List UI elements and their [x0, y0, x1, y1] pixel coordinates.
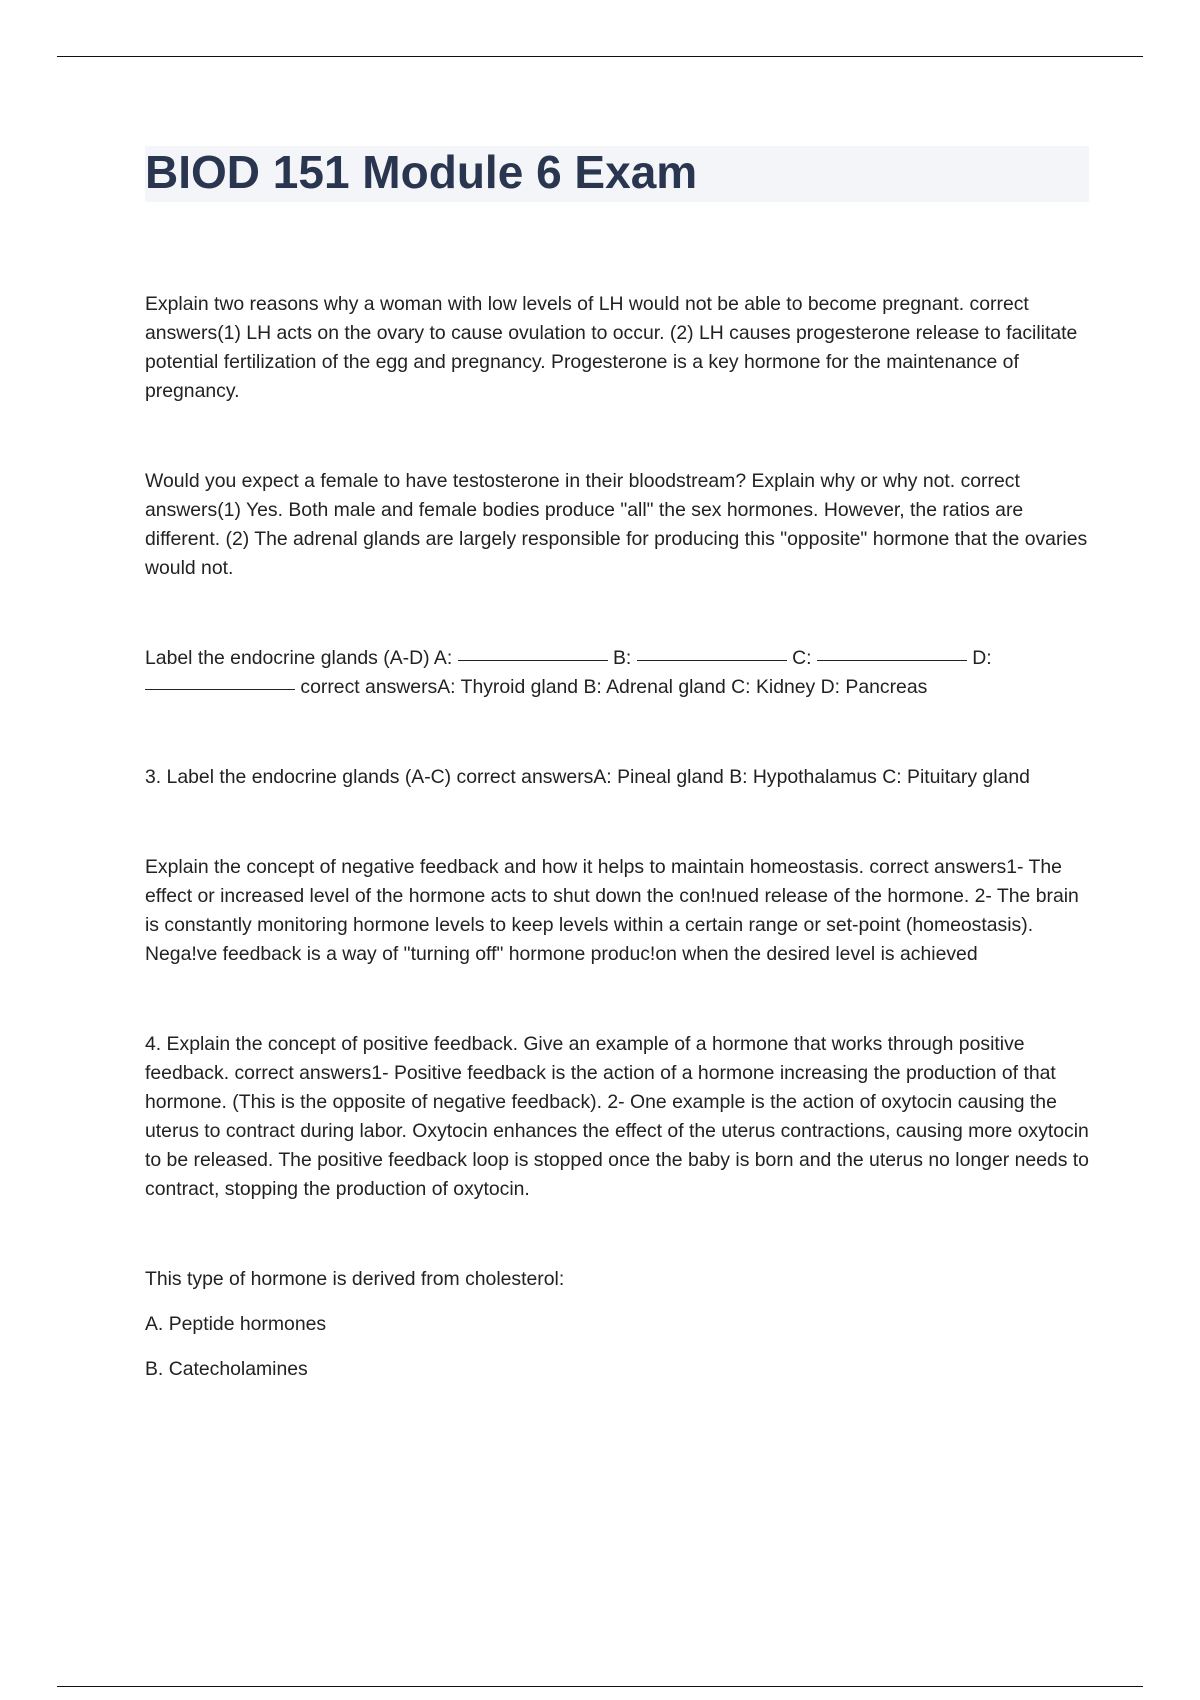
- label-glands-answer: correct answersA: Thyroid gland B: Adrenal gland C: Kidney D: Pancreas: [300, 676, 928, 698]
- label-b-prompt: B:: [612, 647, 632, 669]
- question-lh-pregnancy: Explain two reasons why a woman with low levels of LH would not be able to become pregnant. correct answers(1) LH acts on the ovary to cause ovulation to occur. (2) LH causes progesterone release to facilitate potential fertilization of the egg and pregnancy. Progesterone is a key hormone for the maintenance of pregnancy.: [145, 293, 1078, 402]
- question-negative-feedback: Explain the concept of negative feedback and how it helps to maintain homeostasis. correct answers1- The effect or increased level of the hormone acts to shut down the con!nued release of the hormone. 2- The brain is constantly monitoring hormone levels to keep levels within a certain range or set-point (homeostasis). Nega!ve feedback is a way of "turning off" hormone produc!on when the desired level is achieved: [145, 856, 1079, 965]
- top-rule: [57, 56, 1143, 57]
- question-cholesterol-hormone: This type of hormone is derived from cholesterol:: [145, 1268, 565, 1290]
- option-a: A. Peptide hormones: [145, 1313, 327, 1335]
- page-title: BIOD 151 Module 6 Exam: [145, 146, 698, 198]
- question-label-glands-a-c: 3. Label the endocrine glands (A-C) correct answersA: Pineal gland B: Hypothalamus C: Pituitary gland: [145, 766, 1030, 788]
- blank-c: [817, 659, 967, 661]
- label-d-prompt: D:: [972, 647, 992, 669]
- bottom-rule: [57, 1686, 1143, 1687]
- question-testosterone-female: Would you expect a female to have testosterone in their bloodstream? Explain why or why not. correct answers(1) Yes. Both male and female bodies produce "all" the sex hormones. However, the ratios are different. (2) The adrenal glands are largely responsible for producing this "opposite" hormone that the ovaries would not.: [145, 470, 1088, 579]
- document-body: [145, 290, 1095, 1384]
- blank-a: [458, 659, 608, 661]
- question-label-glands-a-d: [145, 644, 1095, 702]
- question-positive-feedback: 4. Explain the concept of positive feedback. Give an example of a hormone that works through positive feedback. correct answers1- Positive feedback is the action of a hormone increasing the production of that hormone. (This is the opposite of negative feedback). 2- One example is the action of oxytocin causing the uterus to contract during labor. Oxytocin enhances the effect of the uterus contractions, causing more oxytocin to be released. The positive feedback loop is stopped once the baby is born and the uterus no longer needs to contract, stopping the production of oxytocin.: [145, 1033, 1089, 1200]
- blank-b: [637, 659, 787, 661]
- label-a-prompt: Label the endocrine glands (A-D) A:: [145, 647, 453, 669]
- option-b: B. Catecholamines: [145, 1358, 308, 1380]
- label-c-prompt: C:: [792, 647, 812, 669]
- blank-d: [145, 688, 295, 690]
